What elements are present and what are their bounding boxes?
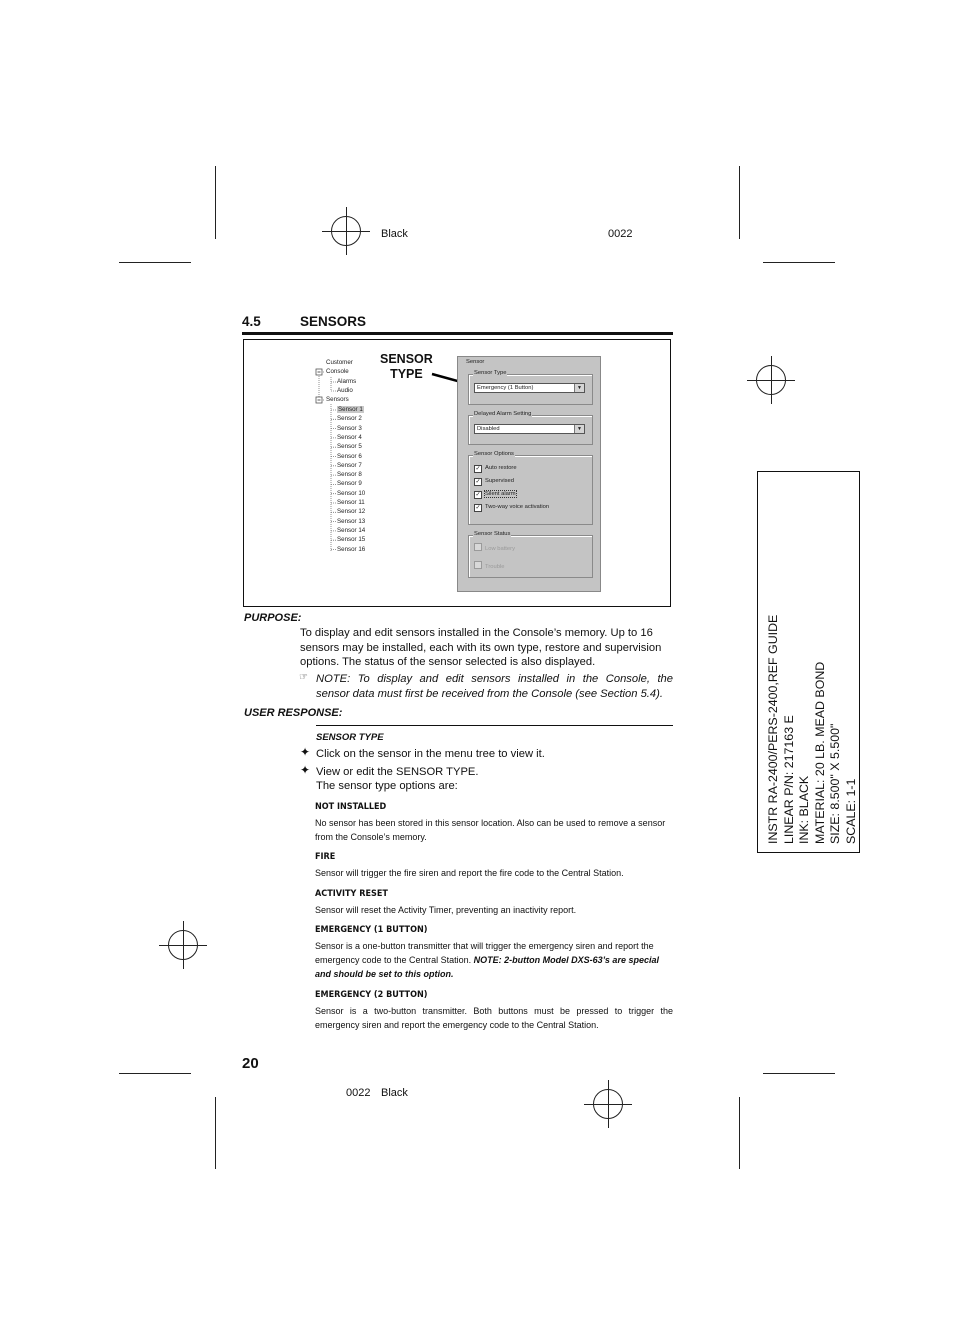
bullet-star-icon: ✦ [300, 763, 311, 777]
job-info-box [757, 471, 860, 853]
checkmark-icon: ✓ [475, 492, 481, 498]
sensor-panel [457, 356, 601, 592]
def-term-emergency-1: EMERGENCY (1 BUTTON) [315, 925, 428, 935]
def-term-emergency-2: EMERGENCY (2 BUTTON) [315, 990, 428, 1000]
top-code-label: 0022 [608, 228, 633, 240]
menu-tree [312, 358, 392, 558]
tree-item-alarms[interactable]: Alarms [337, 378, 357, 385]
checkmark-icon: ✓ [475, 479, 481, 485]
def-body-emergency-1: Sensor is a one-button transmitter that will trigger the emergency siren and report the emergency code to the Central Station. NOTE: 2-button Model DXS-63’s are special and should be set to this option. [315, 941, 659, 979]
sensor-type-group [468, 370, 593, 405]
tree-item-sensor[interactable]: Sensor 1 [338, 406, 363, 413]
tree-item-sensor[interactable]: Sensor 16 [337, 545, 366, 553]
crop-mark [215, 1097, 216, 1169]
tree-item-sensors[interactable]: Sensors [326, 396, 349, 403]
tree-item-sensor[interactable]: Sensor 8 [337, 471, 362, 479]
crop-mark [119, 262, 191, 263]
trouble-checkbox: Trouble [474, 561, 504, 570]
sensor-options-group [468, 451, 593, 525]
note-hand-icon: ☞ [299, 672, 308, 683]
tree-item-sensor[interactable]: Sensor 3 [337, 424, 362, 432]
callout-line-1: SENSOR [380, 352, 433, 366]
registration-mark-icon [747, 356, 795, 404]
section-title: SENSORS [300, 314, 367, 329]
job-info-line: SIZE: 8.500" X 5.500" [828, 723, 843, 844]
tree-item-console[interactable]: Console [326, 368, 349, 375]
purpose-text: To display and edit sensors installed in the Console’s memory. Up to 16 sensors may be installed, each with its own type, restore and supervision options. The status of the sensor selected is also displayed. [300, 627, 662, 668]
crop-mark [763, 1073, 835, 1074]
crop-mark [763, 262, 835, 263]
tree-item-sensor[interactable]: Sensor 4 [337, 433, 362, 441]
job-info-line: INK: BLACK [797, 775, 812, 844]
job-info-line: MATERIAL: 20 LB. MEAD BOND [812, 661, 827, 844]
def-term-fire: FIRE [315, 852, 336, 862]
registration-mark-icon [159, 921, 207, 969]
sensor-status-group [468, 531, 593, 578]
delayed-alarm-label: Delayed Alarm Setting [474, 411, 532, 417]
def-term-activity-reset: ACTIVITY RESET [315, 889, 388, 899]
tree-item-sensor[interactable]: Sensor 9 [337, 480, 362, 488]
sensor-type-subheading: SENSOR TYPE [316, 732, 384, 743]
section-rule [242, 332, 673, 335]
silent-alarm-checkbox[interactable]: ✓ Silent alarm [475, 491, 516, 498]
job-info-text [758, 472, 861, 854]
tree-item-sensor[interactable]: Sensor 15 [337, 536, 366, 544]
tree-item-sensor[interactable]: Sensor 7 [337, 461, 362, 469]
bullet-2: View or edit the SENSOR TYPE. [316, 766, 479, 778]
bullet-star-icon: ✦ [300, 745, 311, 759]
sensor-type-label: Sensor Type [474, 370, 507, 376]
sensor-status-label: Sensor Status [474, 531, 511, 537]
tree-item-audio[interactable]: Audio [337, 387, 353, 394]
tree-item-customer[interactable]: Customer [326, 359, 353, 366]
def-body-emergency-2: Sensor is a two-button transmitter. Both buttons must be pressed to trigger the emergency siren and report the emergency code to the Central Station. [315, 1006, 673, 1030]
tree-item-sensor[interactable]: Sensor 12 [337, 508, 366, 516]
sensor-type-value: Emergency (1 Button) [477, 385, 534, 391]
checkmark-icon: ✓ [475, 505, 481, 511]
delayed-alarm-group [468, 411, 593, 445]
two-way-voice-checkbox[interactable]: ✓ Two-way voice activation [475, 504, 550, 511]
job-info-line: INSTR RA-2400/PERS-2400,REF GUIDE [766, 614, 780, 844]
supervised-checkbox[interactable]: ✓ Supervised [475, 478, 515, 485]
crop-mark [215, 166, 216, 239]
top-color-label: Black [381, 228, 408, 240]
tree-item-sensor[interactable]: Sensor 11 [337, 499, 365, 506]
bottom-code-label: 0022 [346, 1087, 371, 1099]
callout-line-2: TYPE [390, 367, 423, 381]
page-number: 20 [242, 1055, 259, 1072]
sensor-type-callout [380, 352, 433, 382]
options-intro: The sensor type options are: [316, 780, 458, 792]
crop-mark [119, 1073, 191, 1074]
tree-item-sensor[interactable]: Sensor 6 [337, 452, 362, 460]
bottom-color-label: Black [381, 1087, 408, 1099]
def-body-not-installed: No sensor has been stored in this sensor location. Also can be used to remove a sensor from the Console’s memory. [315, 818, 666, 842]
tree-item-sensor[interactable]: Sensor 10 [337, 489, 366, 497]
tree-item-sensor[interactable]: Sensor 13 [337, 517, 366, 525]
crop-mark [739, 1097, 740, 1169]
low-battery-checkbox: Low battery [474, 543, 515, 552]
dropdown-arrow-icon[interactable]: ▼ [574, 425, 584, 433]
dropdown-arrow-icon[interactable]: ▼ [574, 384, 584, 392]
section-number: 4.5 [242, 314, 261, 329]
user-response-rule [316, 725, 673, 726]
tree-item-sensor[interactable]: Sensor 2 [337, 415, 362, 423]
sensor-options-label: Sensor Options [474, 451, 514, 457]
def-term-not-installed: NOT INSTALLED [315, 802, 387, 812]
tree-item-sensor[interactable]: Sensor 14 [337, 526, 366, 534]
def-body-activity-reset: Sensor will reset the Activity Timer, preventing an inactivity report. [315, 905, 577, 915]
crop-mark [739, 166, 740, 239]
bullet-1: Click on the sensor in the menu tree to view it. [316, 748, 545, 760]
user-response-heading: USER RESPONSE: [244, 707, 343, 719]
job-info-line: SCALE: 1-1 [843, 778, 858, 844]
checkmark-icon: ✓ [475, 466, 481, 472]
sensor-type-select[interactable] [474, 383, 585, 393]
panel-title: Sensor [466, 359, 485, 365]
tree-item-sensor[interactable]: Sensor 5 [337, 443, 362, 451]
delayed-alarm-value: Disabled [477, 426, 500, 432]
job-info-line: LINEAR P/N: 217163 E [781, 715, 796, 844]
delayed-alarm-select[interactable] [474, 424, 585, 434]
registration-mark-icon [322, 207, 370, 255]
purpose-note: NOTE: To display and edit sensors installed in the Console, the sensor data must first be received from the Console (see Section 5.4). [316, 673, 673, 700]
def-body-fire: Sensor will trigger the fire siren and report the fire code to the Central Station. [315, 868, 624, 878]
purpose-heading: PURPOSE: [244, 612, 302, 624]
registration-mark-icon [584, 1080, 632, 1128]
auto-restore-checkbox[interactable]: ✓ Auto restore [475, 465, 517, 472]
